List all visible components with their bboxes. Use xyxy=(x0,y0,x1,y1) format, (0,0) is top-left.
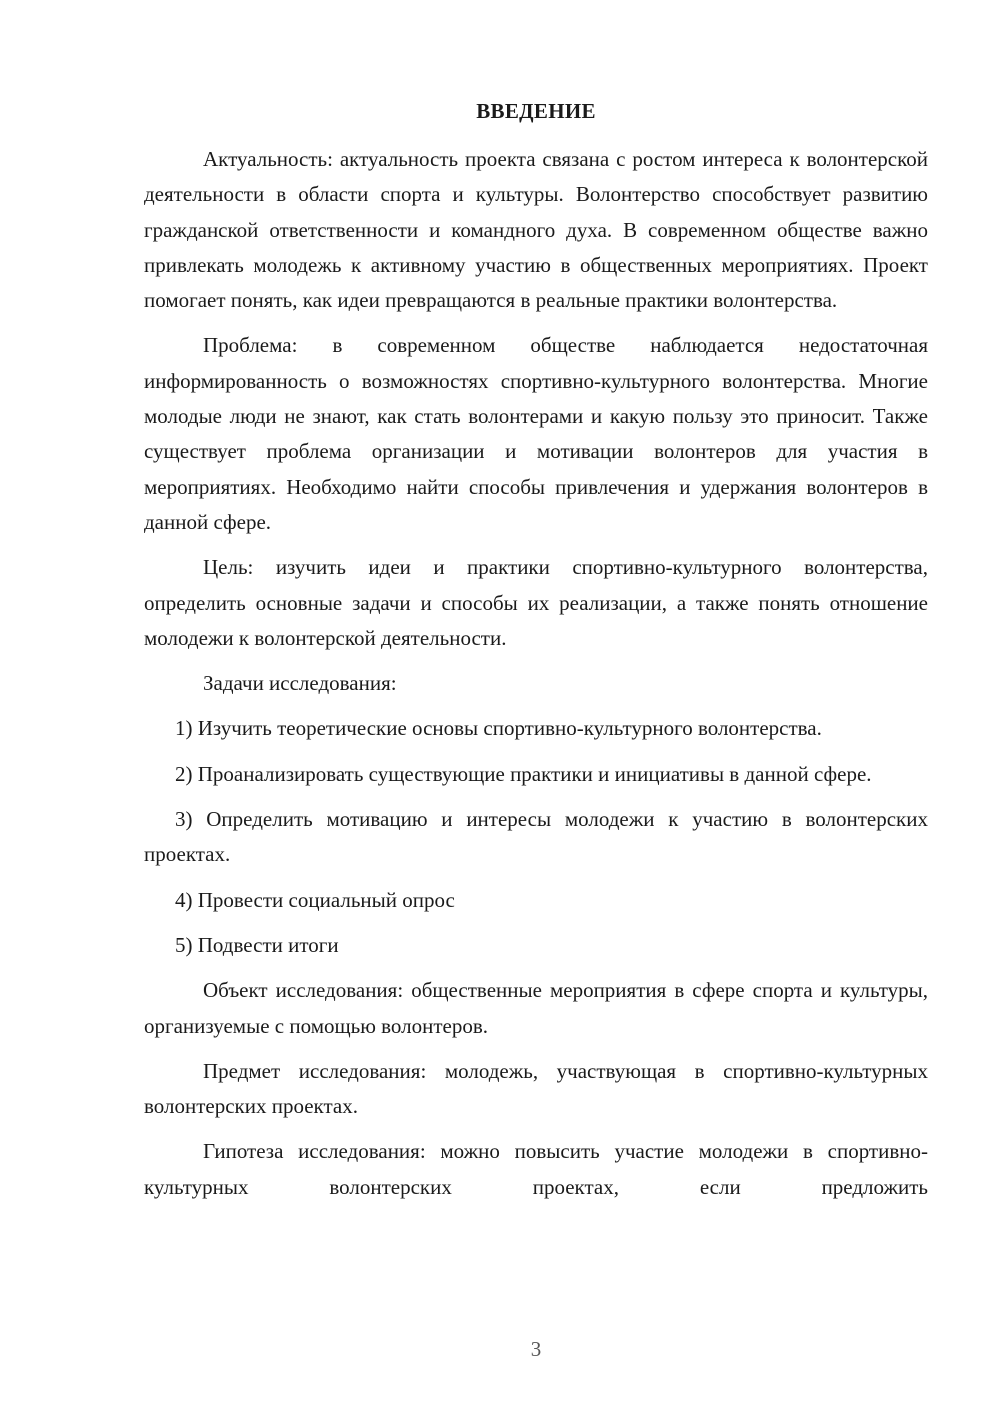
paragraph-relevance: Актуальность: актуальность проекта связана с ростом интереса к волонтерской деятельности в области спорта и культуры. Волонтерство способствует развитию гражданской ответственности и командного духа. В современном обществе важно привлекать молодежь к активному участию в общественных мероприятиях. Проект помогает понять, как идеи превращаются в реальные практики волонтерства. xyxy=(144,147,928,313)
task-item-4: 4) Провести социальный опрос xyxy=(175,887,455,912)
section-title: ВВЕДЕНИЕ xyxy=(476,99,596,123)
paragraph-object: Объект исследования: общественные мероприятия в сфере спорта и культуры, организуемые с помощью волонтеров. xyxy=(144,978,928,1038)
paragraph-goal: Цель: изучить идеи и практики спортивно-культурного волонтерства, определить основные задачи и способы их реализации, а также понять отношение молодежи к волонтерской деятельности. xyxy=(144,555,928,650)
paragraph-tasks-heading: Задачи исследования: xyxy=(203,671,397,696)
task-item-1: 1) Изучить теоретические основы спортивно-культурного волонтерства. xyxy=(175,716,822,741)
paragraph-problem: Проблема: в современном обществе наблюдается недостаточная информированность о возможностях спортивно-культурного волонтерства. Многие молодые люди не знают, как стать волонтерами и какую пользу это приносит. Также существует проблема организации и мотивации волонтеров для участия в мероприятиях. Необходимо найти способы привлечения и удержания волонтеров в данной сфере. xyxy=(144,333,928,534)
paragraph-subject: Предмет исследования: молодежь, участвующая в спортивно-культурных волонтерских проектах. xyxy=(144,1058,928,1119)
body-text xyxy=(144,142,928,1205)
task-item-3: 3) Определить мотивацию и интересы молодежи к участию в волонтерских проектах. xyxy=(144,807,928,867)
page-number: 3 xyxy=(530,1337,542,1361)
paragraph-hypothesis: Гипотеза исследования: можно повысить участие молодежи в спортивно-культурных волонтерских проектах, если предложить xyxy=(144,1139,928,1199)
task-item-2: 2) Проанализировать существующие практики и инициативы в данной сфере. xyxy=(175,761,872,786)
task-item-5: 5) Подвести итоги xyxy=(175,932,339,957)
